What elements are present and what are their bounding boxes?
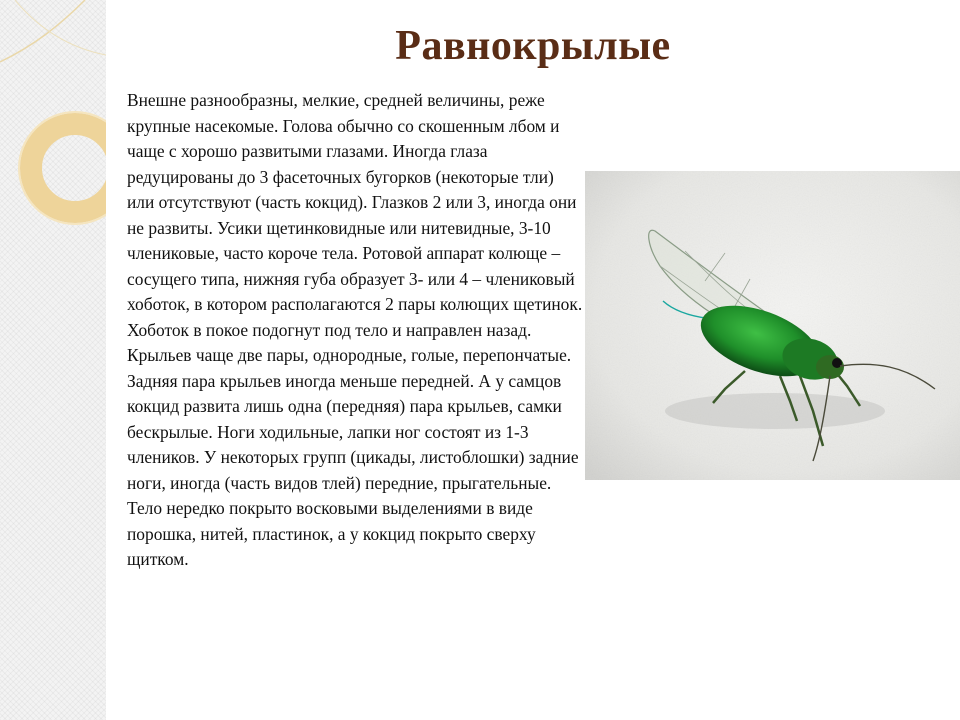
aphid-icon	[585, 171, 960, 480]
green-aphid-photo	[585, 171, 960, 480]
ring-decoration-icon	[0, 0, 106, 720]
body-text	[127, 88, 585, 573]
paragraph-1: Внешне разнообразны, мелкие, средней величины, реже крупные насекомые. Голова обычно со скошенным лбом и чаще с хорошо развитыми глазами. Иногда глаза редуцированы до 3 фасеточных бугорков (некоторые тли) или отсутствуют (часть кокцид). Глазков 2 или 3, иногда они не развиты. Усики щетинковидные или нитевидные, 3-10 члениковые, часто короче тела. Ротовой аппарат колюще – сосущего типа, нижняя губа образует 3- или 4 – члениковый хоботок, в котором располагаются 2 пары колющих щетинок. Хоботок в покое подогнут под тело и направлен назад.	[127, 90, 583, 340]
decorative-side-strip	[0, 0, 106, 720]
page-title: Равнокрылые	[395, 23, 671, 69]
paragraph-2: Крыльев чаще две пары, однородные, голые, перепончатые. Задняя пара крыльев иногда меньше передней. А у самцов кокцид развита лишь одна (передняя) пара крыльев, самки бескрылые. Ноги ходильные, лапки ног состоят из 1-3 члеников. У некоторых групп (цикады, листоблошки) задние ноги, иногда (часть видов тлей) передние, прыгательные. Тело нередко покрыто восковыми выделениями в виде порошка, нитей, пластинок, а у кокцид покрыто сверху щитком.	[127, 345, 579, 569]
